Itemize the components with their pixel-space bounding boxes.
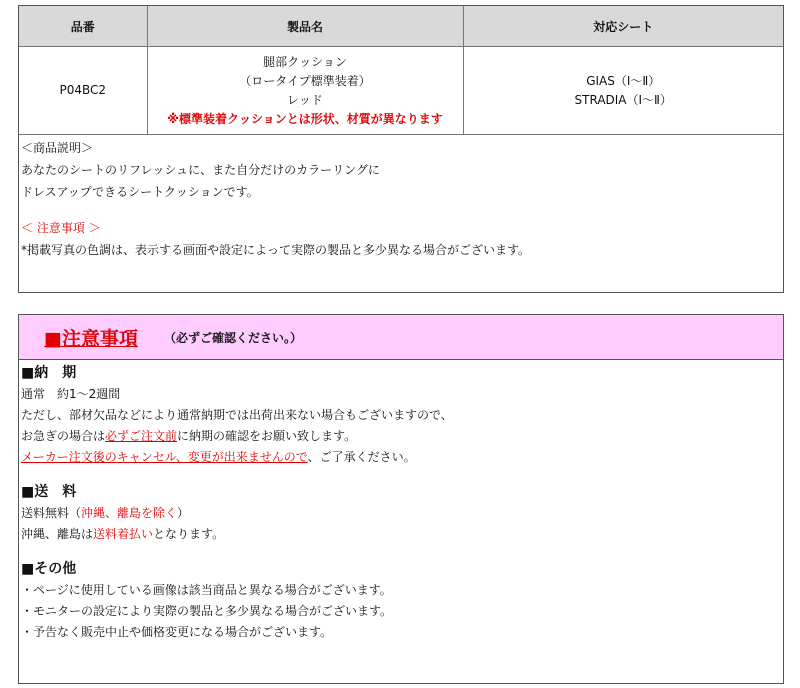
- notice-header: [19, 315, 783, 360]
- table-header-row: [19, 6, 783, 47]
- seat-line: GIAS（Ⅰ～Ⅱ）: [586, 73, 661, 88]
- delivery-heading: ■納 期: [21, 365, 77, 381]
- delivery-line: 通常 約1～2週間: [21, 387, 121, 401]
- emphasis-text: 送料着払い: [93, 527, 154, 541]
- delivery-line: [21, 426, 781, 447]
- shipping-line: [21, 524, 781, 545]
- emphasis-text: メーカー注文後のキャンセル、変更が出来ませんので: [21, 450, 308, 464]
- table-row: [19, 47, 783, 135]
- notice-body: [19, 360, 783, 643]
- delivery-line: ただし、部材欠品などにより通常納期では出荷出来ない場合もございますので、: [21, 408, 453, 422]
- header-compatible-seat: 対応シート: [463, 6, 783, 47]
- text-part: 、ご了承ください。: [307, 450, 416, 464]
- header-product-name: 製品名: [147, 6, 463, 47]
- part-number-cell: P04BC2: [19, 47, 147, 135]
- product-name-line: 腿部クッション: [263, 54, 347, 69]
- other-heading: ■その他: [21, 561, 77, 577]
- description-heading: ＜商品説明＞: [21, 141, 94, 155]
- emphasis-text: 沖縄、離島を除く: [81, 506, 178, 520]
- product-name-line: レッド: [287, 92, 323, 107]
- compatible-seat-cell: [463, 47, 783, 135]
- caution-text: *掲載写真の色調は、表示する画面や設定によって実際の製品と多少異なる場合がございます。: [21, 243, 531, 257]
- product-name-cell: [147, 47, 463, 135]
- description-line: ドレスアップできるシートクッションです。: [21, 185, 259, 199]
- seat-line: STRADIA（Ⅰ～Ⅱ）: [574, 92, 672, 107]
- product-info-box: [18, 5, 784, 293]
- text-part: お急ぎの場合は: [21, 429, 106, 443]
- description-line: あなたのシートのリフレッシュに、また自分だけのカラーリングに: [21, 163, 380, 177]
- other-line: ・予告なく販売中止や価格変更になる場合がございます。: [21, 625, 333, 639]
- other-line: ・ページに使用している画像は該当商品と異なる場合がございます。: [21, 583, 392, 597]
- delivery-line: [21, 447, 781, 468]
- notice-box: [18, 314, 784, 684]
- text-part: 送料無料（: [21, 506, 82, 520]
- text-part: となります。: [153, 527, 225, 541]
- product-description: [19, 135, 783, 261]
- text-part: 沖縄、離島は: [21, 527, 94, 541]
- emphasis-text: 必ずご注文前: [105, 429, 178, 443]
- other-line: ・モニターの設定により実際の製品と多少異なる場合がございます。: [21, 604, 393, 618]
- text-part: ）: [177, 506, 190, 520]
- notice-subtitle: （必ずご確認ください。）: [163, 330, 302, 345]
- text-part: に納期の確認をお願い致します。: [177, 429, 357, 443]
- product-note: ※標準装着クッションとは形状、材質が異なります: [167, 111, 443, 126]
- product-name-line: （ロータイプ標準装着）: [239, 73, 371, 88]
- caution-heading: ＜ 注意事項 ＞: [21, 221, 101, 235]
- header-part-number: 品番: [19, 6, 147, 47]
- shipping-heading: ■送 料: [21, 484, 77, 500]
- product-table: [19, 6, 783, 135]
- notice-title: ■注意事項: [44, 327, 138, 350]
- shipping-line: [21, 503, 781, 524]
